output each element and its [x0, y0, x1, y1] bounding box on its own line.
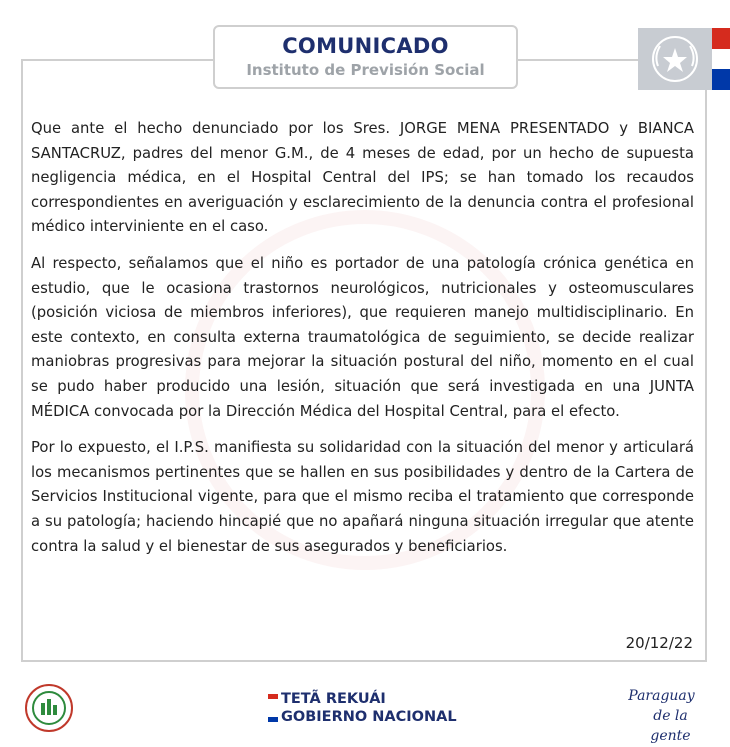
paraguay-flag-icon [712, 28, 730, 90]
header-box [213, 25, 518, 89]
communique-body [31, 117, 694, 571]
paragraph-1: Que ante el hecho denunciado por los Sres. JORGE MENA PRESENTADO y BIANCA SANTACRUZ, padres del menor G.M., de 4 meses de edad, por un hecho de supuesta negligencia médica, en el Hospital Central del IPS; se han tomado los recaudos correspondientes en averiguación y esclarecimiento de la denuncia contra el profesional médico interviniente en el caso. [31, 120, 694, 236]
slogan-line-1: Paraguay [628, 688, 695, 704]
gov-flag-mark-icon-2 [268, 712, 278, 722]
institution-name: Instituto de Previsión Social [246, 61, 485, 79]
gov-flag-mark-icon [268, 694, 278, 704]
paragraph-3: Por lo expuesto, el I.P.S. manifiesta su solidaridad con la situación del menor y articulará los mecanismos pertinentes que se hallen en sus posibilidades y dentro de la Cartera de Servicios Institucional vigente, para que el mismo reciba el tratamiento que corresponde a su patología; haciendo hincapié que no apañará ninguna situación irregular que atente contra la salud y el bienestar de sus asegurados y beneficiarios. [31, 439, 694, 555]
communique-date: 20/12/22 [625, 634, 693, 652]
page-title: COMUNICADO [282, 34, 449, 58]
gov-line-1: TETÃ REKUÁI [281, 691, 386, 707]
ips-logo [24, 683, 74, 733]
slogan-line-2: de la gente [650, 708, 691, 744]
ips-logo-icon [24, 683, 74, 733]
paraguay-coat-of-arms-icon [638, 28, 712, 90]
frame-top-right [518, 59, 638, 61]
slogan-logo [614, 686, 709, 746]
gov-line-2: GOBIERNO NACIONAL [281, 709, 457, 725]
government-brand [268, 690, 457, 726]
paragraph-2: Al respecto, señalamos que el niño es portador de una patología crónica genética en estudio, que le ocasiona trastornos neurológicos, nutricionales y osteomusculares (posición viciosa de miembros inferiores), que requieren manejo multidisciplinario. En este contexto, en consulta externa traumatológica de seguimiento, se decide realizar maniobras progresivas para mejorar la situación postural del niño, momento en el cual se pudo haber producido una lesión, situación que será investigada en una JUNTA MÉDICA convocada por la Dirección Médica del Hospital Central, para el efecto. [31, 254, 694, 420]
frame-top-left [21, 59, 214, 61]
